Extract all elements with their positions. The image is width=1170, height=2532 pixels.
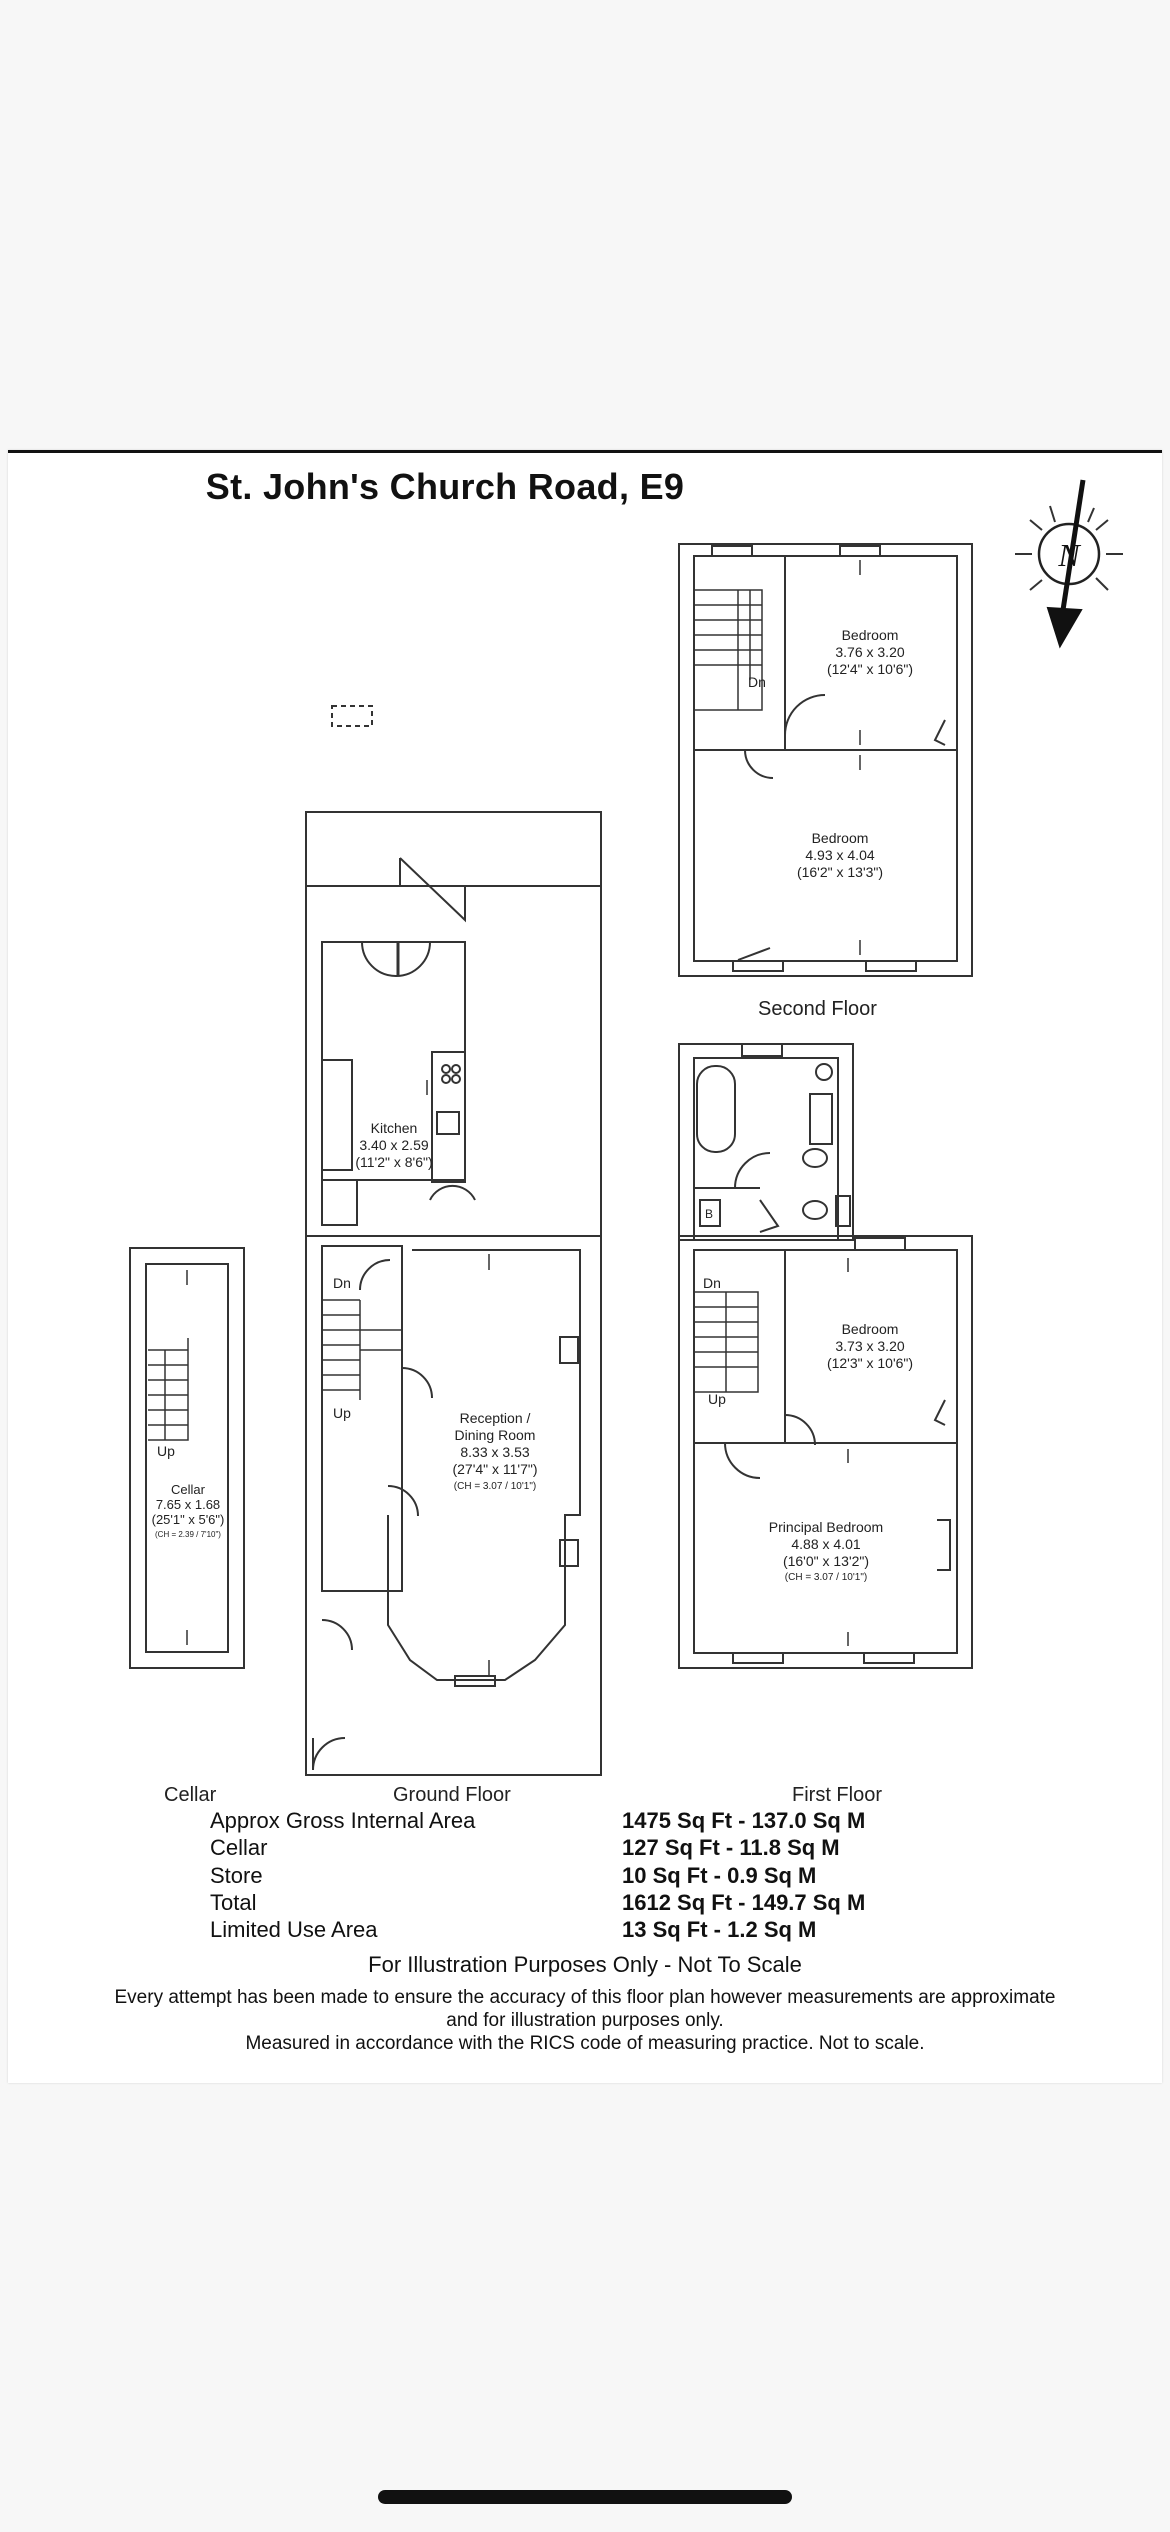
room-name: Reception / [459,1410,531,1426]
illustration-note: For Illustration Purposes Only - Not To Scale [368,1952,802,1977]
area-label: Cellar [210,1835,268,1860]
area-row [0,1808,1170,1836]
room-metric: 7.65 x 1.68 [155,1497,221,1512]
stair-labels [157,674,766,1459]
room-ceiling: (CH = 2.39 / 7'10") [155,1530,221,1539]
home-indicator[interactable] [378,2490,792,2504]
room-labels [152,627,913,1583]
area-label: Store [210,1863,263,1888]
room-metric: 3.76 x 3.20 [835,644,905,660]
disclaimer-rics: Measured in accordance with the RICS code of measuring practice. Not to scale. [245,2033,925,2054]
stairs-down-label: Dn [748,674,766,690]
floor-label-first: First Floor [792,1784,882,1806]
stairs-up-label: Up [333,1405,351,1421]
store-outline [332,706,372,726]
area-value: 1612 Sq Ft - 149.7 Sq M [622,1890,866,1915]
area-label: Total [210,1890,257,1915]
area-row [0,1863,1170,1891]
area-value: 13 Sq Ft - 1.2 Sq M [622,1917,817,1942]
floor-label-cellar: Cellar [164,1784,217,1806]
room-name: Cellar [171,1482,205,1497]
room-metric: 4.88 x 4.01 [791,1536,861,1552]
area-value: 127 Sq Ft - 11.8 Sq M [622,1835,840,1860]
room-imperial: (16'0" x 13'2") [782,1553,870,1569]
second-floor-plan [679,544,972,976]
room-name: Bedroom [841,1321,899,1337]
stairs-down-label: Dn [333,1275,351,1291]
room-metric: 4.93 x 4.04 [805,847,875,863]
stairs-up-label: Up [157,1443,175,1459]
area-value: 10 Sq Ft - 0.9 Sq M [622,1863,817,1888]
room-metric: 3.40 x 2.59 [359,1137,429,1153]
area-value: 1475 Sq Ft - 137.0 Sq M [622,1808,866,1833]
stairs-up-label: Up [708,1391,726,1407]
room-imperial: (12'4" x 10'6") [826,661,914,677]
disclaimer-accuracy: Every attempt has been made to ensure the accuracy of this floor plan however measurements are approximate and for illustration purposes only. [114,1987,1056,2031]
room-imperial: (11'2" x 8'6") [355,1154,433,1170]
area-row [0,1890,1170,1918]
boiler-label: B [705,1207,714,1221]
floor-label-ground: Ground Floor [393,1784,511,1806]
room-metric: 3.73 x 3.20 [835,1338,905,1354]
room-ceiling: (CH = 3.07 / 10'1") [784,1572,868,1583]
floor-label-second: Second Floor [758,998,877,1020]
ground-floor-plan [306,812,601,1775]
room-name: Bedroom [841,627,899,643]
room-name: Principal Bedroom [768,1519,884,1535]
stairs-down-label: Dn [703,1275,721,1291]
area-row [0,1835,1170,1863]
room-imperial: (12'3" x 10'6") [826,1355,914,1371]
room-ceiling: (CH = 3.07 / 10'1") [453,1481,537,1492]
room-name: Kitchen [370,1120,418,1136]
room-imperial: (16'2" x 13'3") [796,864,884,880]
room-imperial: (27'4" x 11'7") [452,1461,538,1477]
dimension-ticks [187,560,860,1676]
room-imperial: (25'1" x 5'6") [151,1512,225,1527]
page-title: St. John's Church Road, E9 [205,466,685,507]
room-metric: 8.33 x 3.53 [460,1444,530,1460]
area-label: Approx Gross Internal Area [210,1808,476,1833]
room-name: Bedroom [811,830,869,846]
compass-letter: N [1058,537,1080,573]
area-label: Limited Use Area [210,1917,378,1942]
room-name: Dining Room [454,1427,536,1443]
cellar-plan [130,1248,244,1668]
area-row [0,1917,1170,1945]
